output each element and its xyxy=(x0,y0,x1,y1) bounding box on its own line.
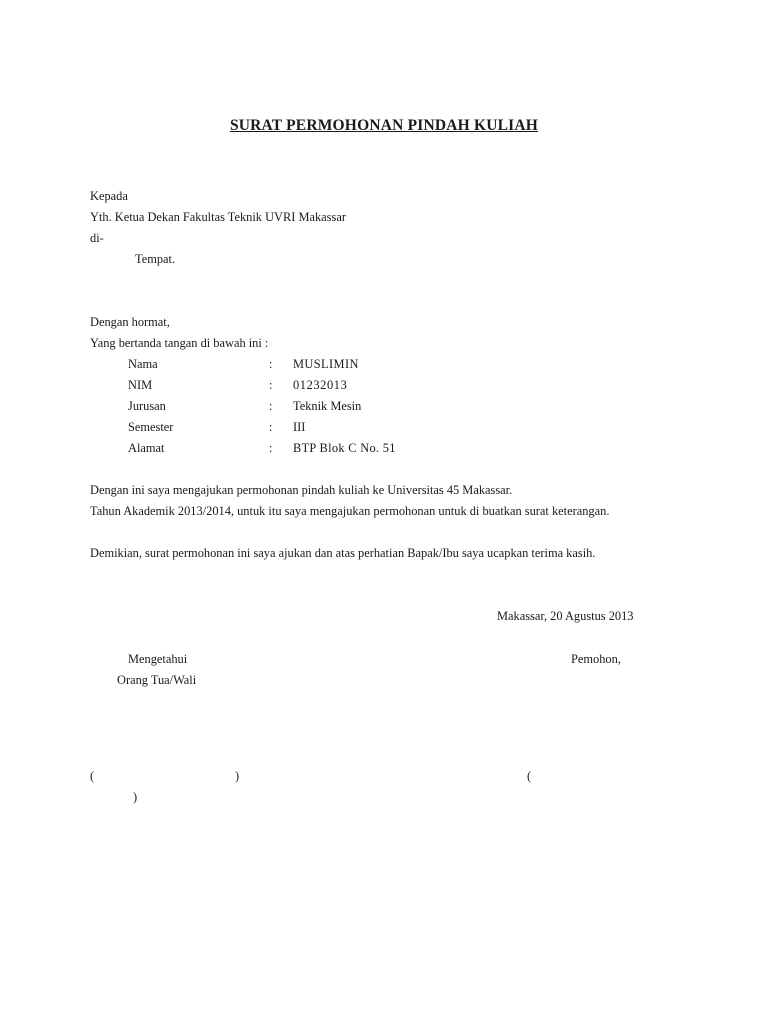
identity-label: Semester xyxy=(128,420,174,434)
identity-value: III xyxy=(293,420,306,434)
signature-left-role: Orang Tua/Wali xyxy=(117,673,197,687)
identity-label: Jurusan xyxy=(128,399,166,413)
identity-label: NIM xyxy=(128,378,153,392)
identity-colon: : xyxy=(269,399,273,413)
signature-right-close-paren: ) xyxy=(133,790,138,804)
identity-label: Alamat xyxy=(128,441,165,455)
signature-right-open-paren: ( xyxy=(527,769,532,783)
body-paragraph-academic-year: Tahun Akademik 2013/2014, untuk itu saya mengajukan permohonan untuk di buatkan surat keterangan. xyxy=(90,504,610,518)
recipient-salutation: Kepada xyxy=(90,189,128,203)
greeting: Dengan hormat, xyxy=(90,315,170,329)
identity-value: 01232013 xyxy=(293,378,348,392)
recipient-di: di- xyxy=(90,231,104,245)
letter-title: SURAT PERMOHONAN PINDAH KULIAH xyxy=(229,117,539,134)
place-date: Makassar, 20 Agustus 2013 xyxy=(497,609,634,623)
body-line-request: Dengan ini saya mengajukan permohonan pindah kuliah ke Universitas 45 Makassar. xyxy=(90,483,513,497)
intro-line: Yang bertanda tangan di bawah ini : xyxy=(90,336,269,350)
identity-label: Nama xyxy=(128,357,158,371)
recipient-place: Tempat. xyxy=(135,252,176,266)
signature-left-close-paren: ) xyxy=(235,769,240,783)
identity-colon: : xyxy=(269,357,273,371)
signature-right-role: Pemohon, xyxy=(571,652,621,666)
signature-left-heading: Mengetahui xyxy=(128,652,188,666)
identity-colon: : xyxy=(269,441,273,455)
body-paragraph-closing: Demikian, surat permohonan ini saya ajukan dan atas perhatian Bapak/Ibu saya ucapkan terima kasih. xyxy=(90,546,596,560)
identity-value: MUSLIMIN xyxy=(293,357,359,371)
identity-value: BTP Blok C No. 51 xyxy=(293,441,396,455)
identity-value: Teknik Mesin xyxy=(293,399,362,413)
identity-colon: : xyxy=(269,378,273,392)
identity-colon: : xyxy=(269,420,273,434)
recipient-addressee: Yth. Ketua Dekan Fakultas Teknik UVRI Makassar xyxy=(90,210,346,224)
signature-left-open-paren: ( xyxy=(90,769,95,783)
